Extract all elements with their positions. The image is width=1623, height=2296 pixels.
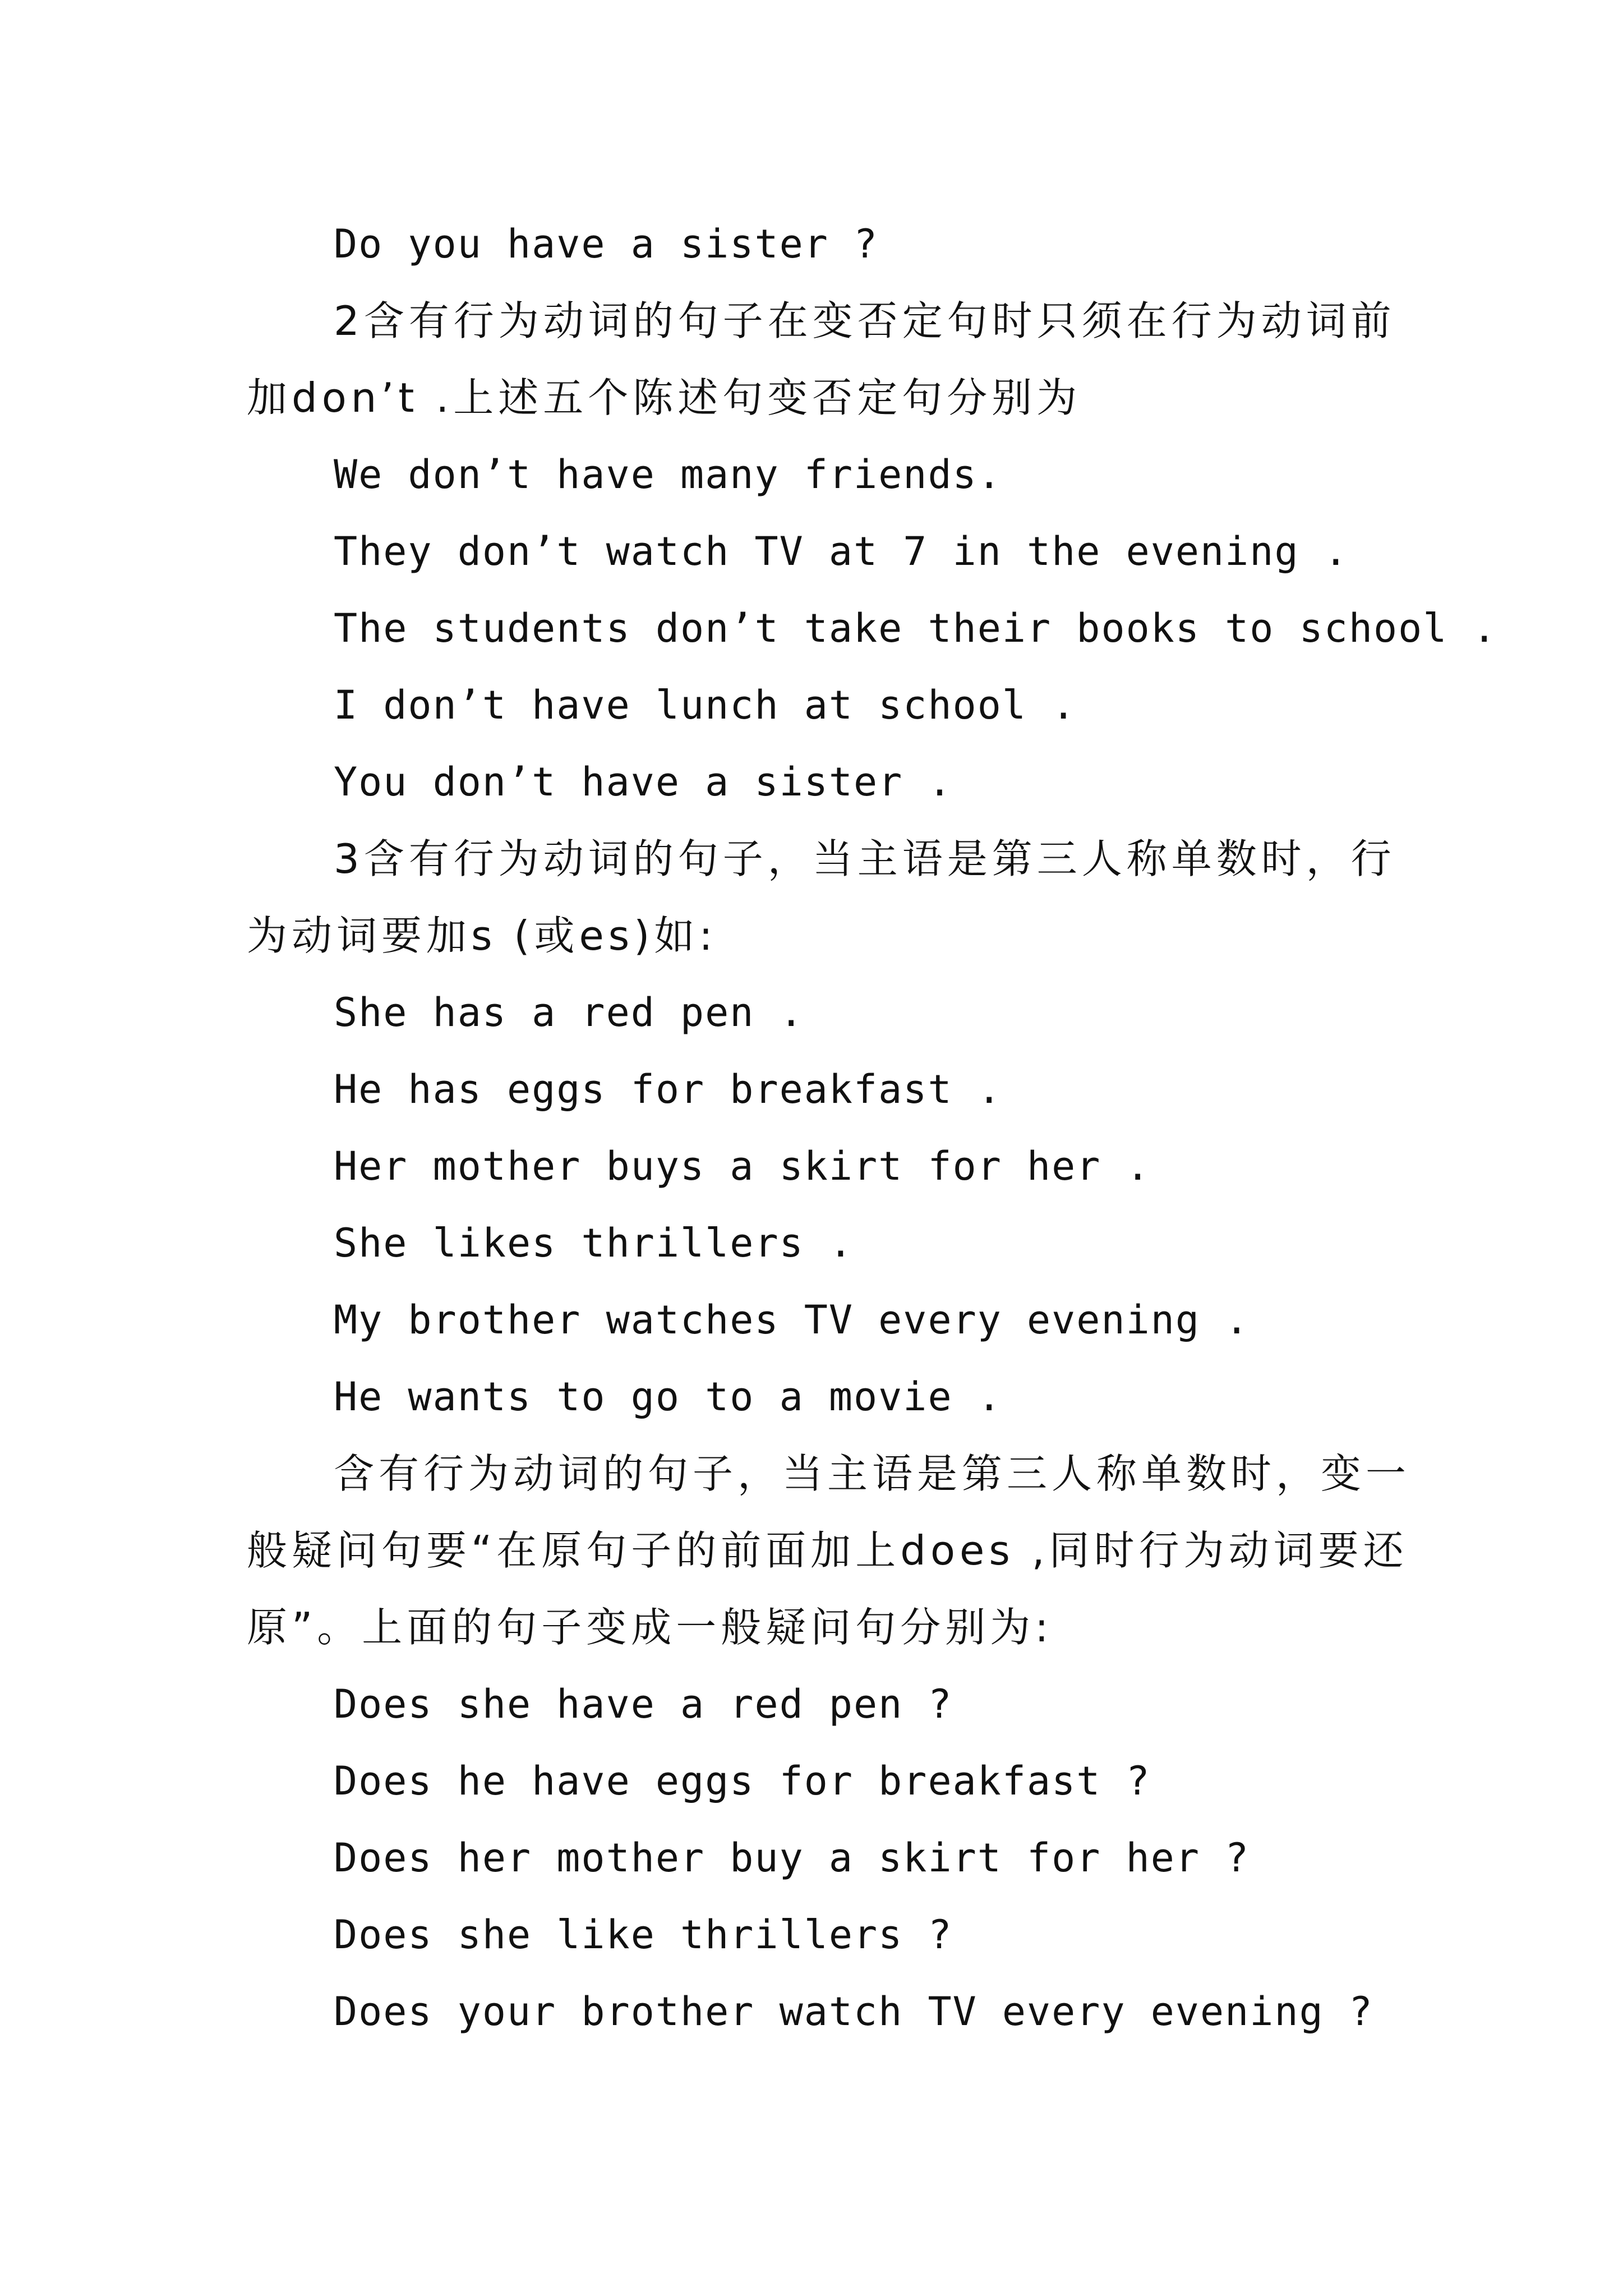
text-line: She has a red pen .: [334, 990, 804, 1036]
text-line: 3含有行为动词的句子，当主语是第三人称单数时，行: [334, 835, 1396, 882]
text-line: He has eggs for breakfast .: [334, 1066, 1002, 1112]
text-line: We don’t have many friends.: [334, 452, 1002, 498]
text-line: Does your brother watch TV every evening ?: [334, 1989, 1374, 2035]
text-line: 般疑问句要“在原句子的前面加上does ,同时行为动词要还: [247, 1527, 1408, 1574]
text-line: 为动词要加s (或es)如:: [247, 912, 717, 959]
text-line: My brother watches TV every evening .: [334, 1297, 1250, 1343]
text-line: 含有行为动词的句子，当主语是第三人称单数时，变一: [334, 1450, 1411, 1497]
text-line: 2含有行为动词的句子在变否定句时只须在行为动词前: [334, 297, 1396, 344]
text-line: You don’t have a sister .: [334, 759, 953, 805]
text-line: 加don’t .上述五个陈述句变否定句分别为: [247, 374, 1082, 421]
text-line: He wants to go to a movie .: [334, 1374, 1002, 1420]
text-line: Do you have a sister ?: [334, 221, 879, 267]
text-line: She likes thrillers .: [334, 1220, 854, 1266]
text-line: Does she have a red pen ?: [334, 1681, 953, 1727]
text-line: Does her mother buy a skirt for her ?: [334, 1835, 1250, 1881]
text-line: They don’t watch TV at 7 in the evening .: [334, 528, 1349, 574]
text-line: Her mother buys a skirt for her .: [334, 1143, 1151, 1189]
text-line: The students don’t take their books to school .: [334, 605, 1497, 651]
text-line: Does she like thrillers ?: [334, 1912, 953, 1958]
text-line: I don’t have lunch at school .: [334, 682, 1077, 728]
text-line: 原”。上面的句子变成一般疑问句分别为:: [247, 1604, 1053, 1651]
text-line: Does he have eggs for breakfast ?: [334, 1758, 1151, 1804]
